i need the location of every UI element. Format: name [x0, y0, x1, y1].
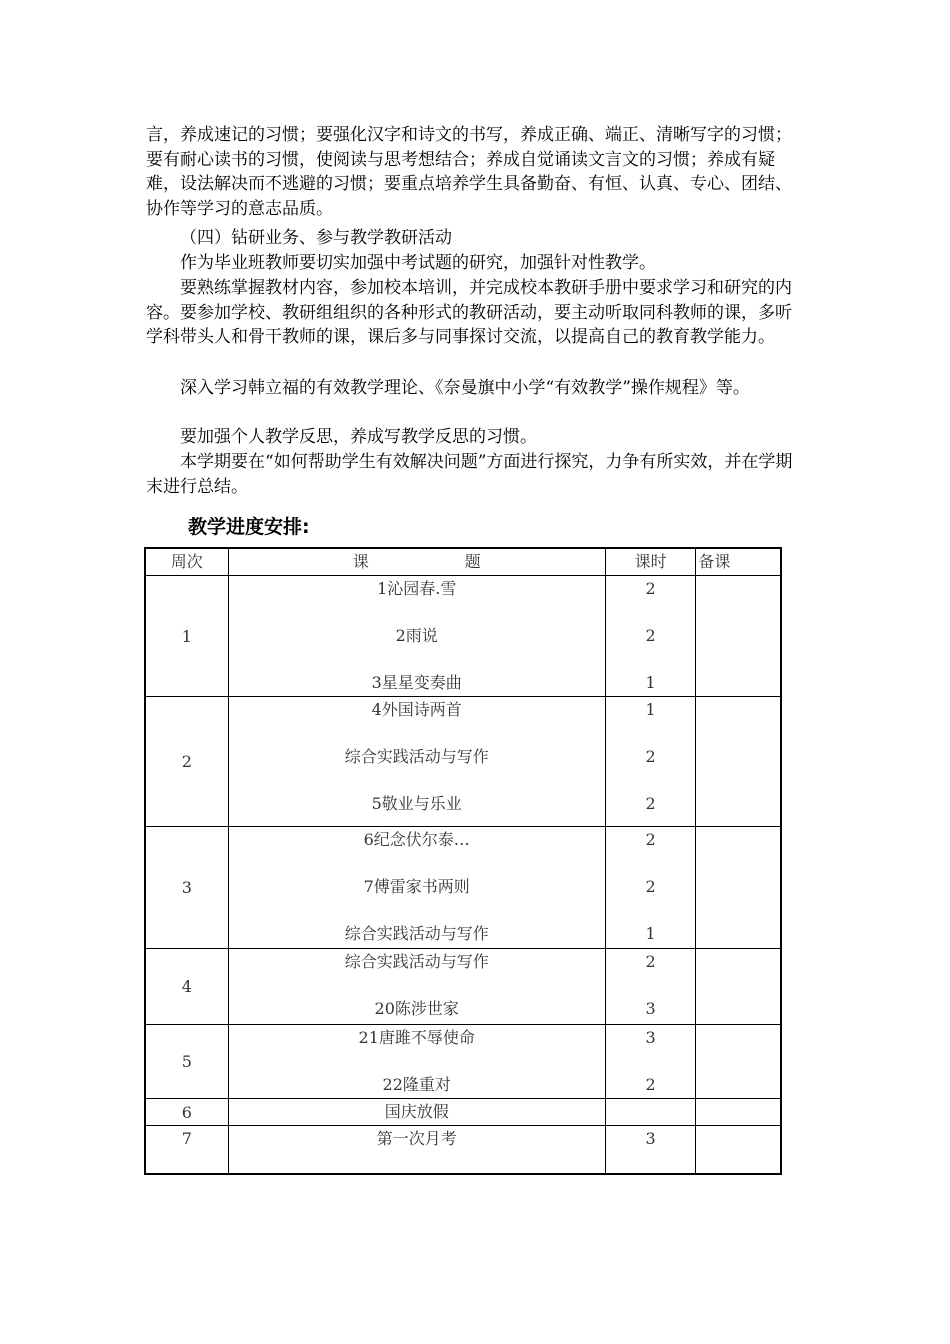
- paragraph-exam-research: 作为毕业班教师要切实加强中考试题的研究，加强针对性教学。: [180, 253, 656, 273]
- prep-cell: [696, 576, 781, 697]
- schedule-title: 教学进度安排:: [188, 516, 310, 538]
- week-cell: 4: [145, 949, 228, 1025]
- topic-cell: [228, 1099, 605, 1126]
- topic-item: 4外国诗两首: [371, 700, 462, 719]
- paragraph-reflection: 要加强个人教学反思，养成写教学反思的习惯。: [180, 427, 537, 447]
- hours-item: 2: [645, 794, 656, 813]
- hours-item: 1: [645, 924, 656, 943]
- prep-cell: [696, 1126, 781, 1174]
- topic-item: 综合实践活动与写作: [344, 924, 489, 943]
- topic-item: 5敬业与乐业: [371, 794, 462, 813]
- header-week: 周次: [145, 548, 228, 576]
- hours-cell: [605, 1099, 696, 1126]
- topic-item: 7傅雷家书两则: [363, 877, 470, 896]
- topic-cell: [228, 1126, 605, 1174]
- prep-cell: [696, 827, 781, 949]
- topic-item: 2雨说: [395, 626, 438, 645]
- topic-item: 21唐雎不辱使命: [358, 1028, 475, 1047]
- table-header-row: [145, 548, 781, 576]
- hours-item: 3: [645, 1028, 656, 1047]
- paragraph-habits: 言，养成速记的习惯；要强化汉字和诗文的书写，养成正确、端正、清晰写字的习惯；要有耐心读书的习惯，使阅读与思考想结合；养成自觉诵读文言文的习惯；养成有疑难，设法解决而不逃避的习惯；要重点培养学生具备勤奋、有恒、认真、专心、团结、协作等学习的意志品质。: [146, 125, 792, 219]
- prep-cell: [696, 1099, 781, 1126]
- hours-item: 2: [645, 747, 656, 766]
- hours-cell: [605, 1126, 696, 1174]
- topic-item: 3星星变奏曲: [371, 673, 462, 692]
- table-row: [145, 827, 781, 949]
- table-row: [145, 1025, 781, 1099]
- paragraph-theory: 深入学习韩立福的有效教学理论、《奈曼旗中小学“有效教学”操作规程》等。: [180, 378, 750, 398]
- table-row: [145, 1099, 781, 1126]
- topic-cell: [228, 1025, 605, 1099]
- table-row: [145, 576, 781, 697]
- hours-item: 3: [645, 999, 656, 1018]
- topic-item: 1沁园春.雪: [377, 579, 457, 598]
- topic-item: 国庆放假: [384, 1102, 449, 1121]
- hours-item: 1: [645, 673, 656, 692]
- hours-item: 1: [645, 700, 656, 719]
- paragraph-semester-goal: 本学期要在“如何帮助学生有效解决问题”方面进行探究，力争有所实效，并在学期末进行总结。: [146, 452, 793, 497]
- hours-item: 2: [645, 579, 656, 598]
- week-cell: 5: [145, 1025, 228, 1099]
- hours-cell: [605, 697, 696, 827]
- topic-item: 22隆重对: [382, 1075, 451, 1094]
- week-cell: 7: [145, 1126, 228, 1174]
- topic-item: 综合实践活动与写作: [344, 747, 489, 766]
- paragraph-training: 要熟练掌握教材内容，参加校本培训，并完成校本教研手册中要求学习和研究的内容。要参加学校、教研组组织的各种形式的教研活动，要主动听取同科教师的课，多听学科带头人和骨干教师的课，课后多与同事探讨交流，以提高自己的教育教学能力。: [146, 278, 792, 347]
- prep-cell: [696, 949, 781, 1025]
- table-row: [145, 697, 781, 827]
- hours-cell: [605, 1025, 696, 1099]
- hours-item: 2: [645, 626, 656, 645]
- week-cell: 1: [145, 576, 228, 697]
- topic-cell: [228, 576, 605, 697]
- hours-item: [606, 1099, 696, 1125]
- hours-cell: [605, 576, 696, 697]
- table-row: [145, 1126, 781, 1174]
- topic-item: 综合实践活动与写作: [344, 952, 489, 971]
- header-prep: 备课: [696, 548, 781, 576]
- hours-cell: [605, 949, 696, 1025]
- hours-item: 2: [645, 877, 656, 896]
- hours-cell: [605, 827, 696, 949]
- schedule-table: [144, 547, 782, 1175]
- prep-cell: [696, 1025, 781, 1099]
- hours-item: 3: [645, 1129, 656, 1148]
- header-hours: 课时: [605, 548, 696, 576]
- hours-item: 2: [645, 1075, 656, 1094]
- table-row: [145, 949, 781, 1025]
- header-topic: 课 题: [228, 548, 605, 576]
- topic-cell: [228, 827, 605, 949]
- hours-item: 2: [645, 830, 656, 849]
- topic-cell: [228, 697, 605, 827]
- week-cell: 2: [145, 697, 228, 827]
- topic-cell: [228, 949, 605, 1025]
- week-cell: 3: [145, 827, 228, 949]
- topic-item: 6纪念伏尔泰…: [363, 830, 470, 849]
- section-heading-research: （四）钻研业务、参与教学教研活动: [180, 228, 452, 248]
- prep-cell: [696, 697, 781, 827]
- week-cell: 6: [145, 1099, 228, 1126]
- hours-item: 2: [645, 952, 656, 971]
- topic-item: 20陈涉世家: [374, 999, 459, 1018]
- topic-item: 第一次月考: [376, 1129, 457, 1148]
